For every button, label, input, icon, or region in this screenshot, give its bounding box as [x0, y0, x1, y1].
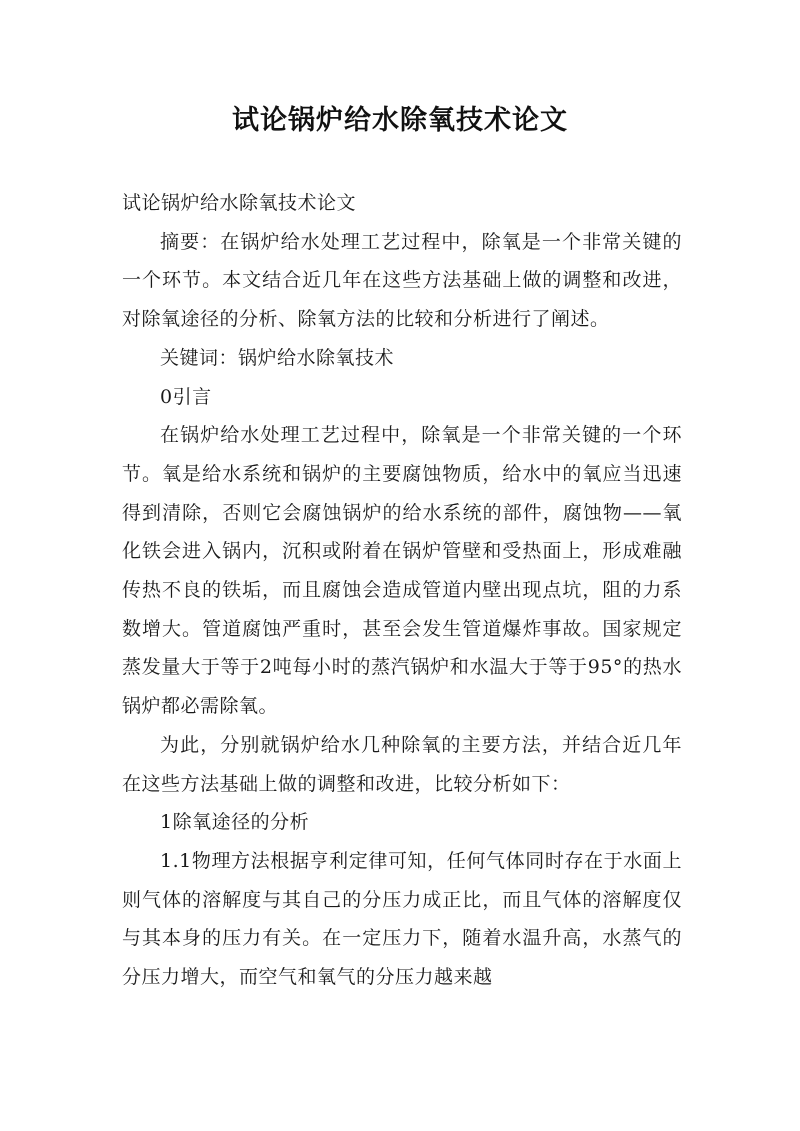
section-heading-introduction: 0引言 [160, 385, 212, 408]
paragraph-physical-method: 1.1物理方法根据亨利定律可知，任何气体同时存在于水面上则气体的溶解度与其自己的分压力成正比，而且气体的溶解度仅与其本身的压力有关。在一定压力下，随着水温升高，水蒸气的分压力增大，而空气和氧气的分压力越来越 [122, 849, 682, 989]
paragraph-introduction: 在锅炉给水处理工艺过程中，除氧是一个非常关键的一个环节。氧是给水系统和锅炉的主要腐蚀物质，给水中的氧应当迅速得到清除，否则它会腐蚀锅炉的给水系统的部件，腐蚀物——氧化铁会进入锅内，沉积或附着在锅炉管壁和受热面上，形成难融传热不良的铁垢，而且腐蚀会造成管道内壁出现点坑，阻的力系数增大。管道腐蚀严重时，甚至会发生管道爆炸事故。国家规定蒸发量大于等于2吨每小时的蒸汽锅炉和水温大于等于95°的热水锅炉都必需除氧。 [122, 424, 682, 718]
document-body [122, 184, 682, 997]
paragraph-abstract: 摘要：在锅炉给水处理工艺过程中，除氧是一个非常关键的一个环节。本文结合近几年在这些方法基础上做的调整和改进，对除氧途径的分析、除氧方法的比较和分析进行了阐述。 [122, 230, 682, 331]
section-heading-analysis: 1除氧途径的分析 [160, 811, 310, 834]
document-title: 试论锅炉给水除氧技术论文 [232, 105, 568, 136]
paragraph-heading-repeat: 试论锅炉给水除氧技术论文 [122, 192, 357, 214]
paragraph-purpose: 为此，分别就锅炉给水几种除氧的主要方法，并结合近几年在这些方法基础上做的调整和改进，比较分析如下： [122, 733, 682, 795]
paragraph-keywords: 关键词：锅炉给水除氧技术 [160, 346, 395, 369]
